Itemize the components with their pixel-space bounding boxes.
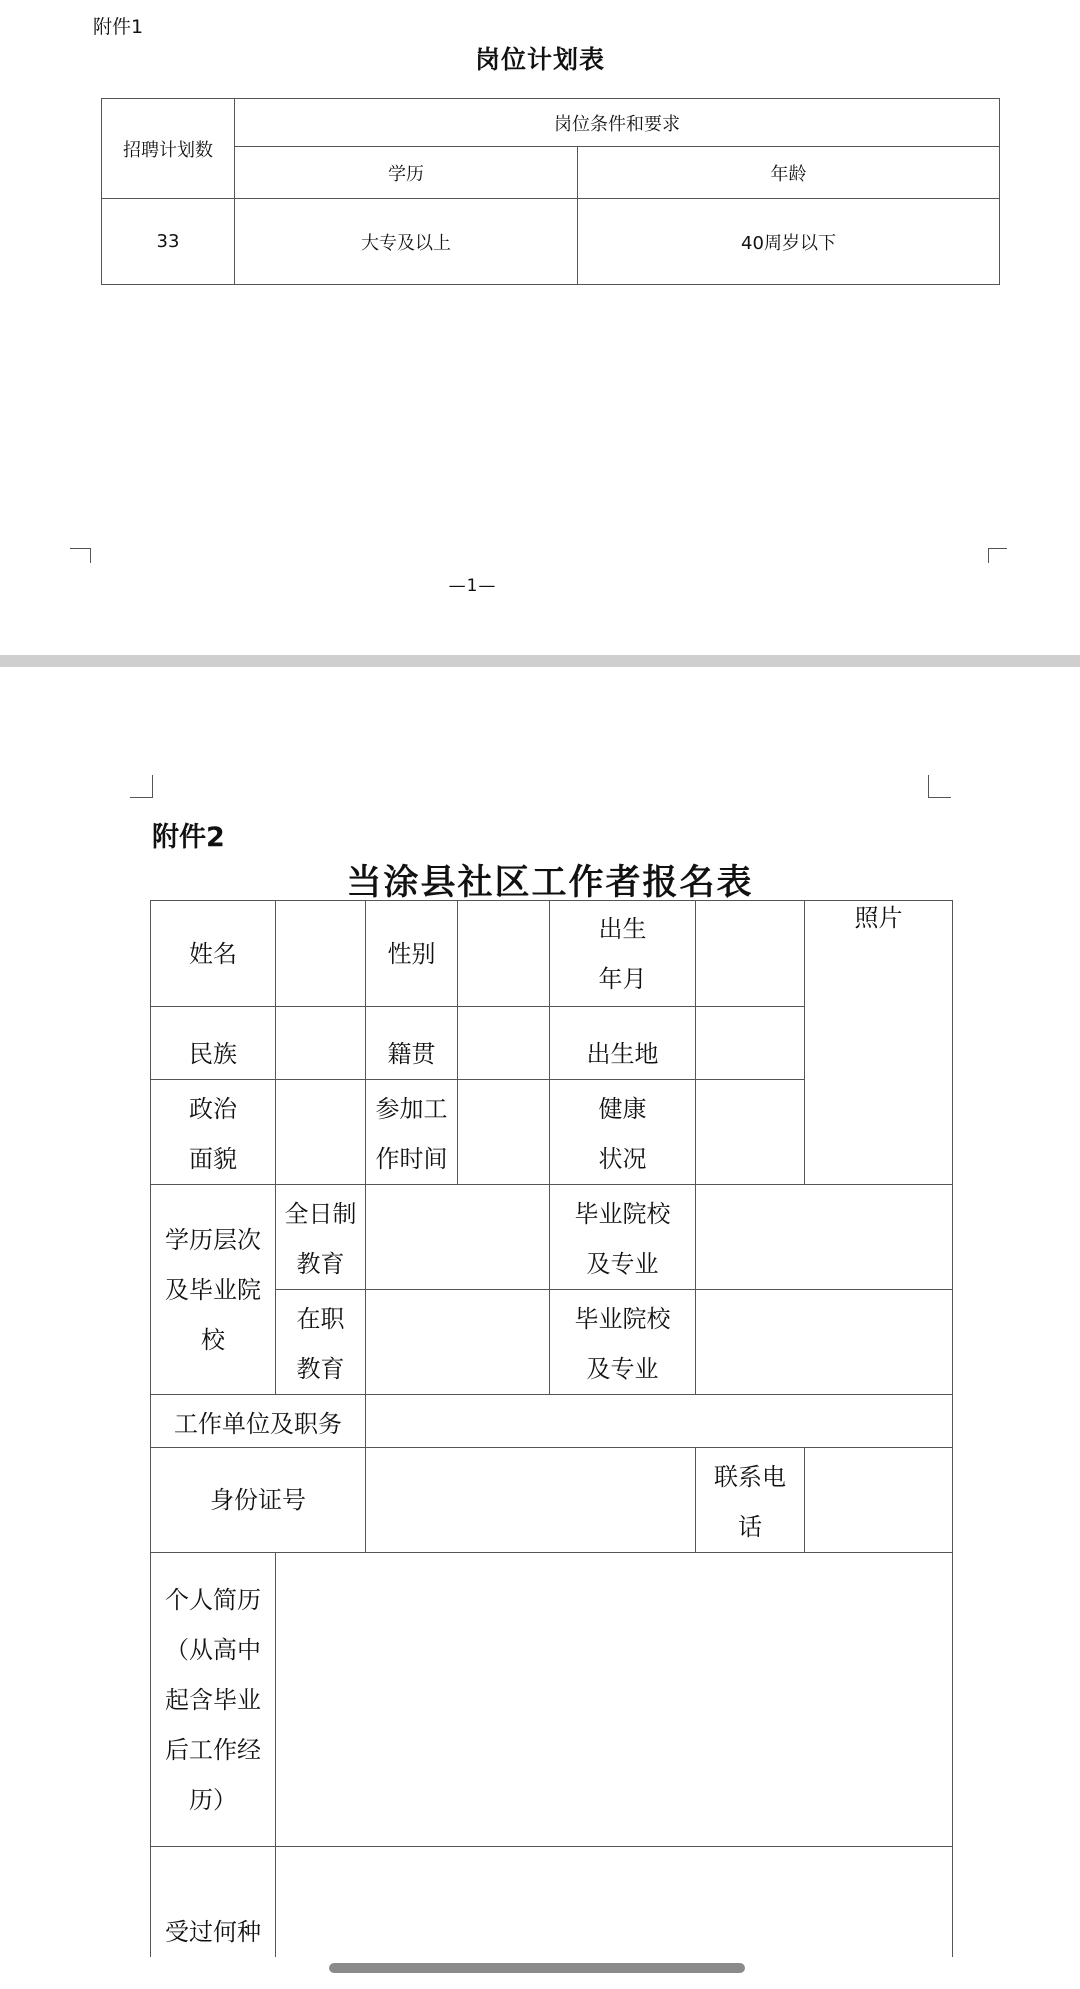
crop-mark bbox=[988, 548, 1007, 563]
field-political-status[interactable] bbox=[276, 1080, 366, 1185]
crop-mark bbox=[130, 775, 153, 798]
header-age: 年龄 bbox=[578, 147, 1000, 199]
position-plan-table bbox=[101, 98, 1000, 285]
field-phone[interactable] bbox=[805, 1448, 953, 1553]
label-name: 姓名 bbox=[151, 901, 276, 1007]
attachment-label: 附件2 bbox=[152, 822, 225, 853]
label-resume: 个人简历 （从高中 起含毕业 后工作经 历） bbox=[151, 1553, 276, 1847]
label-awards: 受过何种 bbox=[151, 1847, 276, 1957]
document-page-2 bbox=[0, 667, 1080, 1957]
cell-plan-count: 33 bbox=[102, 199, 235, 285]
registration-form bbox=[150, 900, 953, 1957]
page-title: 岗位计划表 bbox=[474, 45, 605, 74]
label-inservice-school-major: 毕业院校 及专业 bbox=[550, 1290, 696, 1395]
field-ethnicity[interactable] bbox=[276, 1007, 366, 1080]
label-phone: 联系电 话 bbox=[696, 1448, 805, 1553]
field-awards[interactable] bbox=[276, 1847, 953, 1957]
label-id-number: 身份证号 bbox=[151, 1448, 366, 1553]
field-resume[interactable] bbox=[276, 1553, 953, 1847]
header-requirements: 岗位条件和要求 bbox=[235, 99, 1000, 147]
cell-education: 大专及以上 bbox=[235, 199, 578, 285]
page-separator bbox=[0, 655, 1080, 667]
header-plan-count: 招聘计划数 bbox=[102, 99, 235, 199]
field-workplace-position[interactable] bbox=[366, 1395, 953, 1448]
home-indicator[interactable] bbox=[329, 1963, 745, 1973]
label-native-place: 籍贯 bbox=[366, 1007, 458, 1080]
label-inservice-education: 在职 教育 bbox=[276, 1290, 366, 1395]
field-inservice-education[interactable] bbox=[366, 1290, 550, 1395]
photo-box: 照片 bbox=[805, 901, 953, 1185]
field-birthplace[interactable] bbox=[696, 1007, 805, 1080]
label-workplace-position: 工作单位及职务 bbox=[151, 1395, 366, 1448]
field-inservice-school-major[interactable] bbox=[696, 1290, 953, 1395]
crop-mark bbox=[70, 548, 91, 563]
label-work-start-date: 参加工 作时间 bbox=[366, 1080, 458, 1185]
form-title: 当涂县社区工作者报名表 bbox=[346, 863, 754, 903]
field-gender[interactable] bbox=[458, 901, 550, 1007]
label-birth-date: 出生 年月 bbox=[550, 901, 696, 1007]
field-id-number[interactable] bbox=[366, 1448, 696, 1553]
field-birth-date[interactable] bbox=[696, 901, 805, 1007]
header-education: 学历 bbox=[235, 147, 578, 199]
label-ethnicity: 民族 bbox=[151, 1007, 276, 1080]
crop-mark bbox=[928, 775, 951, 798]
label-health: 健康 状况 bbox=[550, 1080, 696, 1185]
field-fulltime-school-major[interactable] bbox=[696, 1185, 953, 1290]
label-education-level: 学历层次 及毕业院 校 bbox=[151, 1185, 276, 1395]
label-birthplace: 出生地 bbox=[550, 1007, 696, 1080]
label-gender: 性别 bbox=[366, 901, 458, 1007]
page-number: —1— bbox=[448, 576, 497, 596]
label-fulltime-school-major: 毕业院校 及专业 bbox=[550, 1185, 696, 1290]
cell-age: 40周岁以下 bbox=[578, 199, 1000, 285]
label-fulltime-education: 全日制 教育 bbox=[276, 1185, 366, 1290]
field-native-place[interactable] bbox=[458, 1007, 550, 1080]
document-page-1 bbox=[0, 0, 1080, 655]
field-health[interactable] bbox=[696, 1080, 805, 1185]
field-work-start-date[interactable] bbox=[458, 1080, 550, 1185]
field-name[interactable] bbox=[276, 901, 366, 1007]
attachment-label: 附件1 bbox=[93, 16, 144, 38]
field-fulltime-education[interactable] bbox=[366, 1185, 550, 1290]
label-political-status: 政治 面貌 bbox=[151, 1080, 276, 1185]
